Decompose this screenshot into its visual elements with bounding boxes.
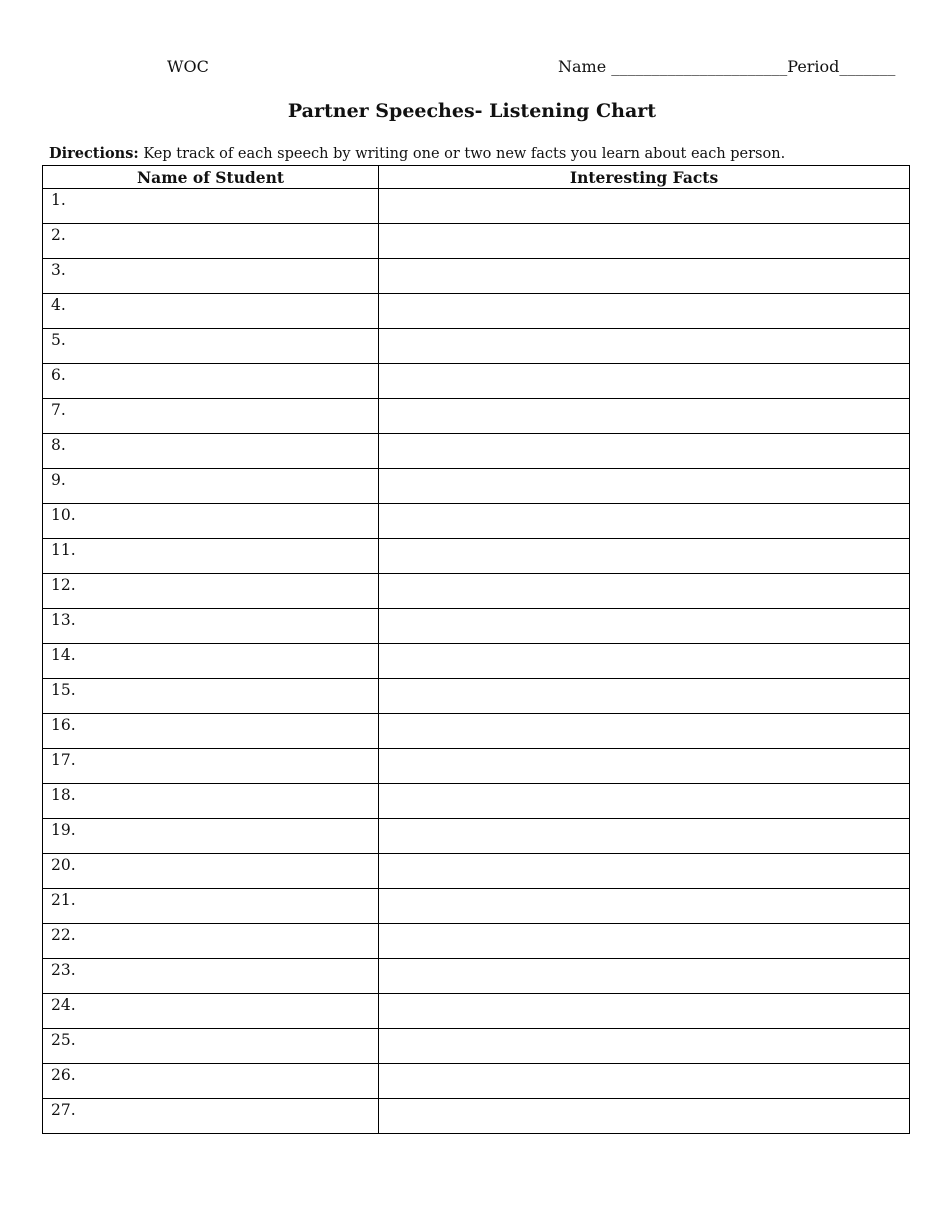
interesting-facts-cell[interactable] [379, 784, 910, 819]
student-name-cell[interactable] [43, 784, 379, 819]
student-name-cell[interactable] [43, 644, 379, 679]
student-name-cell[interactable] [43, 364, 379, 399]
interesting-facts-cell[interactable] [379, 1064, 910, 1099]
table-row [43, 1099, 910, 1134]
interesting-facts-cell[interactable] [379, 469, 910, 504]
student-name-cell[interactable] [43, 469, 379, 504]
row-number: 20. [51, 856, 76, 874]
student-name-cell[interactable] [43, 749, 379, 784]
row-number: 2. [51, 226, 66, 244]
student-name-cell[interactable] [43, 189, 379, 224]
student-name-cell[interactable] [43, 294, 379, 329]
table-row [43, 294, 910, 329]
table-row [43, 1029, 910, 1064]
interesting-facts-cell[interactable] [379, 609, 910, 644]
student-name-cell[interactable] [43, 889, 379, 924]
interesting-facts-cell[interactable] [379, 1029, 910, 1064]
table-row [43, 644, 910, 679]
interesting-facts-cell[interactable] [379, 819, 910, 854]
row-number: 21. [51, 891, 76, 909]
student-name-cell[interactable] [43, 574, 379, 609]
interesting-facts-cell[interactable] [379, 364, 910, 399]
student-name-cell[interactable] [43, 434, 379, 469]
name-period-line[interactable]: Name ______________________Period_______ [558, 57, 896, 76]
table-row [43, 469, 910, 504]
interesting-facts-cell[interactable] [379, 189, 910, 224]
interesting-facts-cell[interactable] [379, 329, 910, 364]
row-number: 16. [51, 716, 76, 734]
table-row [43, 224, 910, 259]
row-number: 7. [51, 401, 66, 419]
row-number: 27. [51, 1101, 76, 1119]
table-row [43, 994, 910, 1029]
student-name-cell[interactable] [43, 854, 379, 889]
column-header-interesting-facts: Interesting Facts [379, 166, 910, 189]
row-number: 23. [51, 961, 76, 979]
table-body [43, 189, 910, 1134]
row-number: 15. [51, 681, 76, 699]
page-title: Partner Speeches- Listening Chart [287, 100, 657, 122]
student-name-cell[interactable] [43, 539, 379, 574]
row-number: 9. [51, 471, 66, 489]
row-number: 24. [51, 996, 76, 1014]
interesting-facts-cell[interactable] [379, 574, 910, 609]
row-number: 6. [51, 366, 66, 384]
directions-lead: Directions: [49, 145, 139, 162]
interesting-facts-cell[interactable] [379, 924, 910, 959]
student-name-cell[interactable] [43, 329, 379, 364]
listening-chart-table [42, 165, 910, 1134]
row-number: 14. [51, 646, 76, 664]
table-row [43, 924, 910, 959]
table-row [43, 259, 910, 294]
row-number: 10. [51, 506, 76, 524]
interesting-facts-cell[interactable] [379, 854, 910, 889]
table-row [43, 819, 910, 854]
row-number: 19. [51, 821, 76, 839]
table-row [43, 609, 910, 644]
row-number: 3. [51, 261, 66, 279]
table-row [43, 854, 910, 889]
row-number: 8. [51, 436, 66, 454]
interesting-facts-cell[interactable] [379, 749, 910, 784]
table-row [43, 329, 910, 364]
student-name-cell[interactable] [43, 679, 379, 714]
row-number: 22. [51, 926, 76, 944]
student-name-cell[interactable] [43, 1029, 379, 1064]
interesting-facts-cell[interactable] [379, 224, 910, 259]
interesting-facts-cell[interactable] [379, 994, 910, 1029]
table-row [43, 679, 910, 714]
student-name-cell[interactable] [43, 224, 379, 259]
row-number: 13. [51, 611, 76, 629]
row-number: 17. [51, 751, 76, 769]
interesting-facts-cell[interactable] [379, 434, 910, 469]
row-number: 26. [51, 1066, 76, 1084]
interesting-facts-cell[interactable] [379, 399, 910, 434]
column-header-name-of-student: Name of Student [43, 166, 379, 189]
row-number: 25. [51, 1031, 76, 1049]
row-number: 1. [51, 191, 66, 209]
table-row [43, 959, 910, 994]
table-row [43, 189, 910, 224]
row-number: 12. [51, 576, 76, 594]
interesting-facts-cell[interactable] [379, 1099, 910, 1134]
table-row [43, 434, 910, 469]
table-row [43, 399, 910, 434]
table-row [43, 889, 910, 924]
interesting-facts-cell[interactable] [379, 889, 910, 924]
student-name-cell[interactable] [43, 959, 379, 994]
student-name-cell[interactable] [43, 994, 379, 1029]
student-name-cell[interactable] [43, 714, 379, 749]
student-name-cell[interactable] [43, 609, 379, 644]
table-row [43, 539, 910, 574]
student-name-cell[interactable] [43, 399, 379, 434]
student-name-cell[interactable] [43, 504, 379, 539]
interesting-facts-cell[interactable] [379, 504, 910, 539]
interesting-facts-cell[interactable] [379, 644, 910, 679]
table-row [43, 504, 910, 539]
directions-text: Kep track of each speech by writing one or two new facts you learn about each person. [138, 146, 786, 162]
row-number: 5. [51, 331, 66, 349]
table-header-row [43, 166, 910, 189]
table-row [43, 784, 910, 819]
student-name-cell[interactable] [43, 924, 379, 959]
interesting-facts-cell[interactable] [379, 539, 910, 574]
directions [49, 145, 785, 162]
student-name-cell[interactable] [43, 819, 379, 854]
interesting-facts-cell[interactable] [379, 294, 910, 329]
interesting-facts-cell[interactable] [379, 959, 910, 994]
table-row [43, 364, 910, 399]
course-label: WOC [167, 57, 209, 76]
interesting-facts-cell[interactable] [379, 679, 910, 714]
table-row [43, 749, 910, 784]
row-number: 18. [51, 786, 76, 804]
student-name-cell[interactable] [43, 1099, 379, 1134]
row-number: 4. [51, 296, 66, 314]
table-row [43, 1064, 910, 1099]
interesting-facts-cell[interactable] [379, 259, 910, 294]
table-row [43, 574, 910, 609]
interesting-facts-cell[interactable] [379, 714, 910, 749]
student-name-cell[interactable] [43, 1064, 379, 1099]
row-number: 11. [51, 541, 76, 559]
table-row [43, 714, 910, 749]
student-name-cell[interactable] [43, 259, 379, 294]
